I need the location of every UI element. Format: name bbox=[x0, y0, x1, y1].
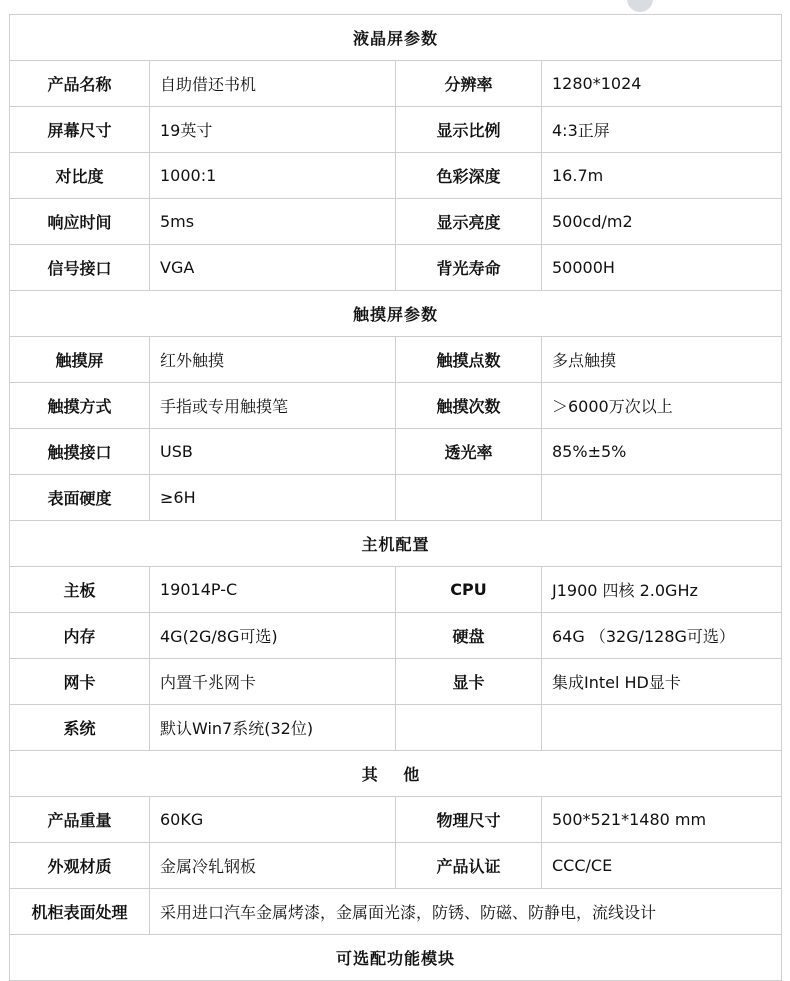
specification-table bbox=[9, 14, 782, 981]
row-label: 产品认证 bbox=[396, 843, 542, 889]
row-label: 触摸次数 bbox=[396, 383, 542, 429]
row-label: 内存 bbox=[10, 613, 150, 659]
row-label: 响应时间 bbox=[10, 199, 150, 245]
table-row bbox=[10, 61, 782, 107]
row-label: 显示亮度 bbox=[396, 199, 542, 245]
row-label: 分辨率 bbox=[396, 61, 542, 107]
row-value: 60KG bbox=[150, 797, 396, 843]
footer-header-row bbox=[10, 935, 782, 981]
row-value: VGA bbox=[150, 245, 396, 291]
decorative-circle bbox=[627, 0, 653, 12]
row-label: 触摸屏 bbox=[10, 337, 150, 383]
section-header-row bbox=[10, 751, 782, 797]
table-row bbox=[10, 429, 782, 475]
table-row-wide bbox=[10, 889, 782, 935]
row-value-empty bbox=[542, 705, 782, 751]
row-label: 表面硬度 bbox=[10, 475, 150, 521]
section-header-row bbox=[10, 521, 782, 567]
table-row bbox=[10, 475, 782, 521]
row-label: 屏幕尺寸 bbox=[10, 107, 150, 153]
row-value: 500cd/m2 bbox=[542, 199, 782, 245]
touch-section-title: 触摸屏参数 bbox=[10, 291, 782, 337]
row-label-empty bbox=[396, 475, 542, 521]
row-label: 产品重量 bbox=[10, 797, 150, 843]
row-value: 集成Intel HD显卡 bbox=[542, 659, 782, 705]
row-label: 网卡 bbox=[10, 659, 150, 705]
row-label: 透光率 bbox=[396, 429, 542, 475]
row-label: 触摸接口 bbox=[10, 429, 150, 475]
section-header-row bbox=[10, 291, 782, 337]
row-value: 19英寸 bbox=[150, 107, 396, 153]
row-value: 手指或专用触摸笔 bbox=[150, 383, 396, 429]
row-label: 系统 bbox=[10, 705, 150, 751]
row-value: 4G(2G/8G可选) bbox=[150, 613, 396, 659]
top-decoration bbox=[0, 0, 790, 14]
host-section-title: 主机配置 bbox=[10, 521, 782, 567]
row-label: 硬盘 bbox=[396, 613, 542, 659]
row-label: 对比度 bbox=[10, 153, 150, 199]
row-label: CPU bbox=[396, 567, 542, 613]
row-value: 500*521*1480 mm bbox=[542, 797, 782, 843]
optional-modules-title: 可选配功能模块 bbox=[10, 935, 782, 981]
row-value: 多点触摸 bbox=[542, 337, 782, 383]
row-value: USB bbox=[150, 429, 396, 475]
row-value: 红外触摸 bbox=[150, 337, 396, 383]
table-row bbox=[10, 567, 782, 613]
table-row bbox=[10, 659, 782, 705]
row-label: 产品名称 bbox=[10, 61, 150, 107]
table-row bbox=[10, 705, 782, 751]
row-value: CCC/CE bbox=[542, 843, 782, 889]
row-value: 1000:1 bbox=[150, 153, 396, 199]
row-value: J1900 四核 2.0GHz bbox=[542, 567, 782, 613]
table-row bbox=[10, 199, 782, 245]
other-section-title: 其 他 bbox=[10, 751, 782, 797]
table-row bbox=[10, 383, 782, 429]
row-value: ≥6H bbox=[150, 475, 396, 521]
row-value: 内置千兆网卡 bbox=[150, 659, 396, 705]
row-label: 触摸方式 bbox=[10, 383, 150, 429]
section-header-row bbox=[10, 15, 782, 61]
row-value: 金属冷轧钢板 bbox=[150, 843, 396, 889]
row-value: ＞6000万次以上 bbox=[542, 383, 782, 429]
row-label: 显卡 bbox=[396, 659, 542, 705]
surface-treatment-label: 机柜表面处理 bbox=[10, 889, 150, 935]
row-value: 默认Win7系统(32位) bbox=[150, 705, 396, 751]
row-label: 信号接口 bbox=[10, 245, 150, 291]
row-value: 4:3正屏 bbox=[542, 107, 782, 153]
table-row bbox=[10, 245, 782, 291]
table-row bbox=[10, 613, 782, 659]
lcd-section-title: 液晶屏参数 bbox=[10, 15, 782, 61]
row-label: 显示比例 bbox=[396, 107, 542, 153]
row-label: 主板 bbox=[10, 567, 150, 613]
table-row bbox=[10, 107, 782, 153]
row-value: 85%±5% bbox=[542, 429, 782, 475]
surface-treatment-value: 采用进口汽车金属烤漆，金属面光漆，防锈、防磁、防静电，流线设计 bbox=[150, 889, 782, 935]
row-value: 19014P-C bbox=[150, 567, 396, 613]
row-value-empty bbox=[542, 475, 782, 521]
table-row bbox=[10, 337, 782, 383]
row-value: 64G （32G/128G可选） bbox=[542, 613, 782, 659]
row-label: 外观材质 bbox=[10, 843, 150, 889]
row-value: 自助借还书机 bbox=[150, 61, 396, 107]
row-label-empty bbox=[396, 705, 542, 751]
row-value: 5ms bbox=[150, 199, 396, 245]
table-row bbox=[10, 153, 782, 199]
row-label: 色彩深度 bbox=[396, 153, 542, 199]
row-label: 触摸点数 bbox=[396, 337, 542, 383]
row-value: 16.7m bbox=[542, 153, 782, 199]
row-label: 物理尺寸 bbox=[396, 797, 542, 843]
table-row bbox=[10, 843, 782, 889]
table-row bbox=[10, 797, 782, 843]
row-label: 背光寿命 bbox=[396, 245, 542, 291]
row-value: 50000H bbox=[542, 245, 782, 291]
row-value: 1280*1024 bbox=[542, 61, 782, 107]
